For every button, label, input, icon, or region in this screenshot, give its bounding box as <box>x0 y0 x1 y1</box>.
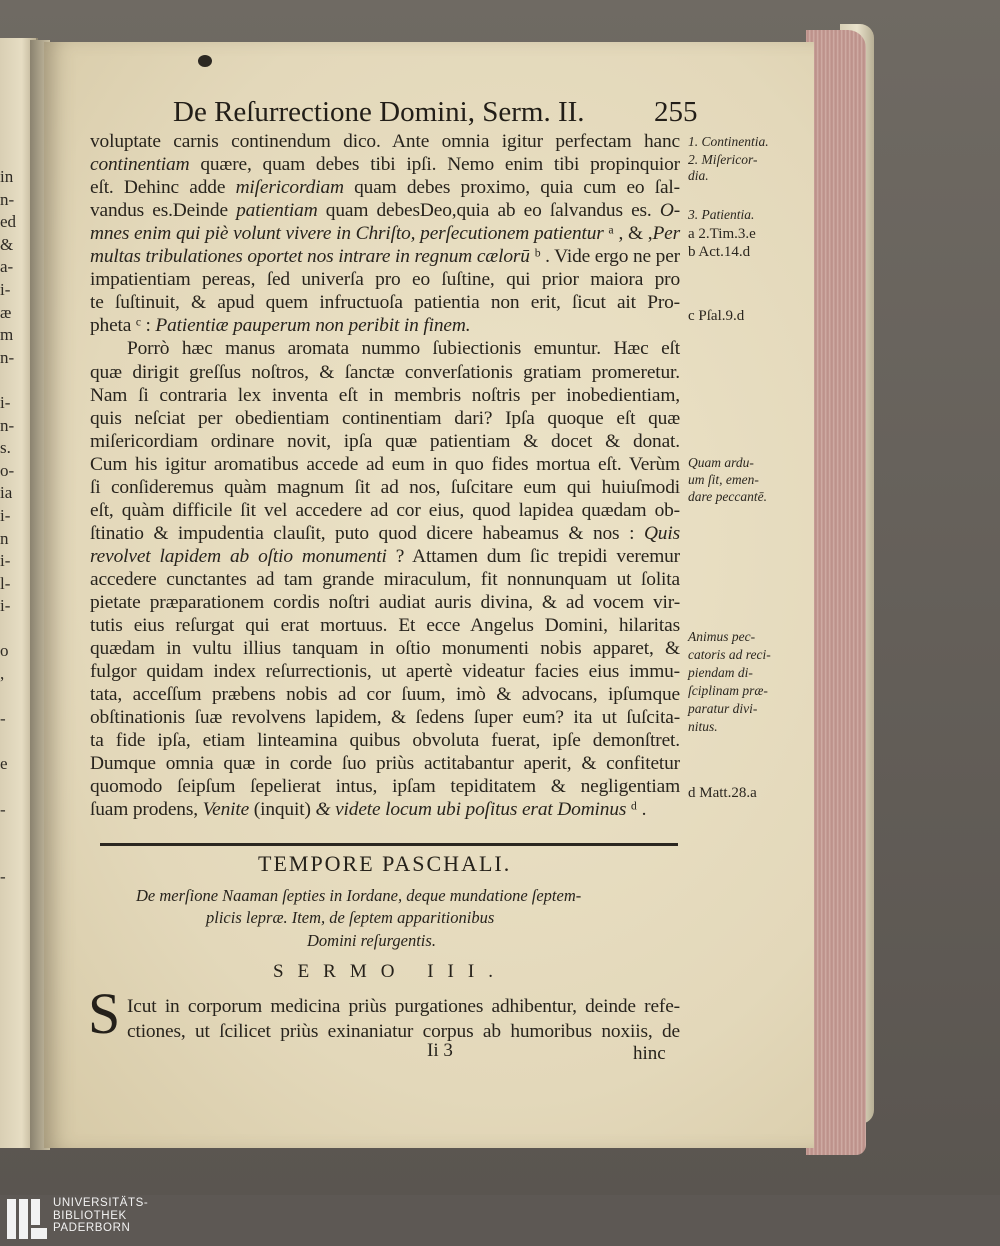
body-line: pietate præparationem cordis noſtri audiat auris divina, & ad vocem vir- <box>90 592 680 613</box>
left-edge-fragment: in <box>0 167 14 186</box>
left-edge-fragment: - <box>0 709 6 729</box>
italic-phrase: patientiam <box>236 200 318 222</box>
body-line: obſtinationis ſuæ revolvens lapidem, & ſedens ſuper eum? ita ut ſuſcita- <box>90 707 680 729</box>
body-line: ſi conſideremus quàm magnum ſit ad nos, ſuſcitare eum qui huiuſmodi <box>90 476 680 498</box>
library-logo-text <box>53 1197 148 1235</box>
left-edge-fragment: a- <box>0 257 14 277</box>
text-run: ? Attamen dum ſic trepidi veremur <box>386 545 680 567</box>
body-line: Dumque omnia quæ in corde ſuo priùs actitabantur aperit, & confitetur <box>90 753 680 775</box>
footer-bar <box>0 1195 1000 1246</box>
section-rule <box>100 843 678 846</box>
left-edge-fragment <box>0 821 14 844</box>
text-run: quam debesDeo,quia ab eo ſalvandus es. <box>317 200 660 222</box>
body-line: tata, acceſſum præbens nobis ad cor ſuum, imò & advocans, ipſumque <box>90 684 680 706</box>
catchword: hinc <box>633 1043 666 1064</box>
left-edge-fragment: ed <box>0 212 17 232</box>
margin-note: 2. Miſericor- <box>688 152 758 167</box>
body-line <box>90 177 680 199</box>
margin-note: dia. <box>688 168 709 183</box>
running-header <box>173 96 698 129</box>
italic-phrase: O- <box>659 200 681 222</box>
left-edge-fragment: o- <box>0 460 15 480</box>
text-run: vandus es.Deinde <box>90 200 237 222</box>
text-run: ſtinatio & impudentia clauſit, puto quod dicere habeamus & nos : <box>90 522 644 544</box>
left-edge-fragment: - <box>0 867 6 887</box>
left-edge-fragment <box>0 618 14 641</box>
left-edge-fragment <box>0 731 14 754</box>
text-run: quam debes proximo, quia cum eo ſal- <box>343 177 680 199</box>
body-line: ta fide ipſa, etiam linteamina quibus obvoluta fuerat, ipſe demonſtret. <box>90 730 680 752</box>
margin-note: ſciplinam præ- <box>688 683 768 698</box>
section-subtitle-line: Domini reſurgentis. <box>307 931 436 950</box>
logo-line: BIBLIOTHEK <box>53 1209 127 1222</box>
italic-phrase: miſericordiam <box>235 177 344 199</box>
left-edge-fragment: , <box>0 664 5 684</box>
left-edge-fragment: s. <box>0 438 11 458</box>
sermon-heading: SERMO III. <box>273 961 507 982</box>
margin-note: Quam ardu- <box>688 455 754 470</box>
ink-blot <box>198 55 212 67</box>
text-run: quære, quam debes tibi ipſi. Nemo enim tibi propinquior <box>189 154 680 176</box>
body-line: miſericordiam ordinare novit, ipſa quæ patientiam & docet & donat. <box>90 430 680 452</box>
italic-phrase: mnes enim qui piè volunt vivere in Chriſto, perſecutionem patientur <box>90 223 604 245</box>
body-line <box>90 154 680 176</box>
page-number: 255 <box>654 96 698 128</box>
left-edge-fragment: l- <box>0 573 11 593</box>
body-line: quomodo ſeipſum ſepelierat intus, ipſam tepiditatem & negligentiam <box>90 776 680 798</box>
left-edge-fragment: æ <box>0 302 12 322</box>
left-edge-fragment: n- <box>0 189 15 209</box>
body-line <box>90 546 680 568</box>
left-edge-fragment <box>0 369 14 392</box>
body-line: Porrò hæc manus aromata nummo ſubiectionis emuntur. Hæc eſt <box>127 338 680 360</box>
margin-note: 3. Patientia. <box>688 207 755 222</box>
margin-note: d Matt.28.a <box>688 785 757 801</box>
italic-phrase: revolvet lapidem ab oſtio monumenti <box>90 545 387 567</box>
body-line <box>90 223 680 245</box>
header-title: De Reſurrectione Domini, Serm. II. <box>173 96 585 128</box>
left-edge-fragment: o <box>0 641 9 661</box>
margin-note: c Pſal.9.d <box>688 308 745 324</box>
drop-capital: S <box>88 981 121 1046</box>
left-edge-fragment: i- <box>0 505 11 525</box>
library-logo-icon <box>7 1199 47 1239</box>
text-run: ᵃ , & , <box>603 223 653 245</box>
section-title: TEMPORE PASCHALI. <box>258 851 512 876</box>
margin-note: catoris ad reci- <box>688 647 771 662</box>
body-line: quis neſciat per obedientiam continentiam dari? Ipſa quoque eſt quæ <box>90 407 680 429</box>
left-edge-fragment: & <box>0 234 14 254</box>
margin-note: 1. Continentia. <box>688 134 769 149</box>
left-edge-fragment <box>0 776 14 799</box>
left-edge-fragment <box>0 844 14 867</box>
section-subtitle-line: De merſione Naaman ſepties in Iordane, deque mundatione ſeptem- <box>136 886 582 905</box>
body-line: eſt, quàm difficile ſit vel accedere ad cor eius, quod lapidea quædam ob- <box>90 499 680 521</box>
italic-phrase: Venite <box>202 799 250 821</box>
margin-note: b Act.14.d <box>688 244 751 260</box>
body-line: fulgor quidam index reſurrectionis, ut apertè videatur facies eius immu- <box>90 661 680 683</box>
body-line: accedere cunctantes ad tam grande miraculum, fit nonnunquam ut ſolita <box>90 568 680 590</box>
margin-note: paratur divi- <box>688 701 758 716</box>
body-line: voluptate carnis continendum dico. Ante omnia igitur perfectam hanc <box>90 131 680 152</box>
text-run: pheta ᶜ : <box>90 315 156 337</box>
italic-phrase: Patientiæ pauperum non peribit in finem. <box>155 315 471 337</box>
body-line: impatientiam pereas, ſed univerſa pro eo ſuſtine, qui prior maiora pro <box>90 269 680 291</box>
body-line: te ſuſtinuit, & apud quem infructuoſa patientia non erit, ſicut ait Pro- <box>90 292 680 314</box>
body-line <box>90 799 680 821</box>
margin-note: piendam di- <box>688 665 753 680</box>
left-page-edge-letters <box>0 166 17 889</box>
body-line: quæ dirigit greſſus noſtros, & ſanctæ converſationis gratiam promeretur. <box>90 361 680 383</box>
logo-line: UNIVERSITÄTS- <box>53 1197 149 1209</box>
signature-mark: Ii 3 <box>427 1040 453 1061</box>
page-stack-edge <box>806 30 866 1155</box>
margin-note: a 2.Tim.3.e <box>688 226 756 242</box>
section-subtitle-line: plicis lepræ. Item, de ſeptem apparitionibus <box>206 908 495 927</box>
left-edge-fragment: n- <box>0 347 15 367</box>
body-line: quædam in vultu illius tanquam in oſtio monumenti nobis apparet, & <box>90 638 680 660</box>
left-edge-fragment <box>0 686 14 709</box>
body-line <box>90 523 680 545</box>
left-edge-fragment: n <box>0 528 9 548</box>
margin-note: um ſit, emen- <box>688 472 759 487</box>
left-edge-fragment: ia <box>0 483 13 503</box>
left-edge-fragment: - <box>0 799 6 819</box>
left-edge-fragment: i- <box>0 551 11 571</box>
text-run: (inquit) <box>249 799 316 821</box>
margin-note: Animus pec- <box>688 629 756 644</box>
italic-phrase: Quis <box>643 522 680 544</box>
sermon-opening-line: Icut in corporum medicina priùs purgationes adhibentur, deinde refe- <box>127 996 680 1017</box>
left-edge-fragment: i- <box>0 279 11 299</box>
italic-phrase: continentiam <box>90 154 190 176</box>
left-edge-fragment: n- <box>0 415 15 435</box>
body-line <box>90 200 680 222</box>
left-edge-fragment: e <box>0 754 8 774</box>
body-line: Cum his igitur aromatibus accede ad eum in quo fides mortua eſt. Verùm <box>90 453 680 475</box>
body-line: tutis eius reſurgat qui erat mortuus. Et ecce Angelus Domini, hilaritas <box>90 615 680 637</box>
italic-phrase: multas tribulationes oportet nos intrare in regnum cælorū <box>90 246 530 268</box>
left-edge-fragment: m <box>0 325 14 345</box>
body-line <box>90 246 680 268</box>
left-edge-fragment: i- <box>0 596 11 616</box>
logo-line: PADERBORN <box>53 1222 131 1234</box>
margin-note: nitus. <box>688 719 718 734</box>
margin-note: dare peccantē. <box>688 489 767 504</box>
text-run: ᵈ . <box>626 799 647 821</box>
text-run: ſuam prodens, <box>90 799 203 821</box>
text-run: ᵇ . Vide ergo ne per <box>529 246 680 268</box>
italic-phrase: & videte locum ubi poſitus erat Dominus <box>315 799 627 821</box>
body-line <box>90 315 680 337</box>
text-run: eſt. Dehinc adde <box>90 177 236 199</box>
body-line: Nam ſi contraria lex inventa eſt in membris noſtris per inobedientiam, <box>90 384 680 406</box>
left-edge-fragment: i- <box>0 392 11 412</box>
italic-phrase: Per <box>652 223 680 245</box>
sermon-opening-line: ctiones, ut ſcilicet priùs exinaniatur corpus ab humoribus noxiis, de <box>127 1021 680 1042</box>
